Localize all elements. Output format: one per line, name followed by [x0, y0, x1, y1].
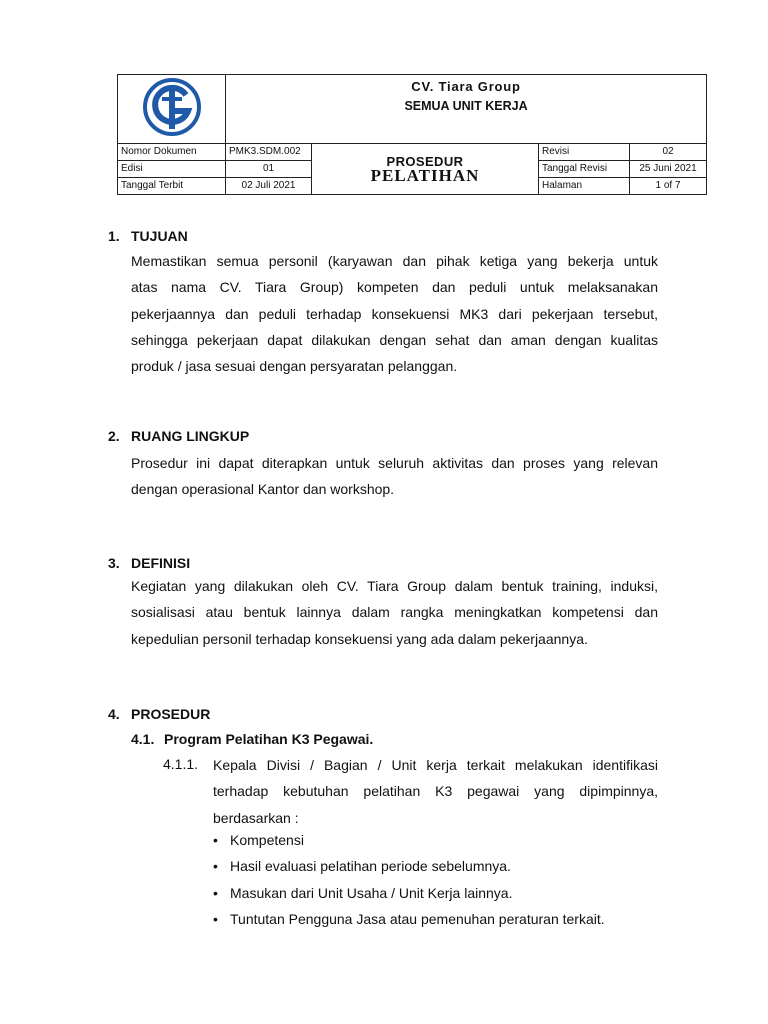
paragraph-line: Kegiatan yang dilakukan oleh CV. Tiara Group dalam bentuk training, induksi, [131, 578, 658, 594]
section-title: PROSEDUR [131, 706, 211, 722]
bullet-list [213, 827, 605, 932]
section-number: 4. [108, 706, 120, 722]
paragraph-line: sehingga pekerjaan dapat dilakukan dengan sehat dan aman dengan kualitas [131, 331, 658, 348]
paragraph-line: produk / jasa sesuai dengan persyaratan pelanggan. [131, 358, 458, 375]
meta-value: 1 of 7 [630, 178, 707, 195]
section-number: 3. [108, 555, 120, 571]
logo-cell [118, 75, 226, 144]
item-line: berdasarkan : [213, 809, 299, 826]
meta-value: 25 Juni 2021 [630, 161, 707, 178]
bullet-icon: • [213, 910, 218, 927]
section-title: RUANG LINGKUP [131, 428, 250, 444]
subsection-number: 4.1. [131, 731, 155, 747]
paragraph-line: Prosedur ini dapat diterapkan untuk seluruh aktivitas dan proses yang relevan [131, 455, 658, 471]
document-header [117, 74, 706, 190]
subsection-heading [131, 731, 373, 747]
list-item-text: Masukan dari Unit Usaha / Unit Kerja lainnya. [230, 884, 513, 901]
section-heading [108, 228, 188, 244]
bullet-icon: • [213, 884, 218, 901]
item-text [213, 752, 658, 831]
paragraph-line: Memastikan semua personil (karyawan dan pihak ketiga yang bekerja untuk [131, 253, 658, 269]
meta-value: 02 [630, 144, 707, 161]
list-item-text: Tuntutan Pengguna Jasa atau pemenuhan peraturan terkait. [230, 910, 605, 927]
meta-label: Nomor Dokumen [118, 144, 226, 161]
section-heading [108, 555, 190, 571]
list-item [213, 827, 605, 853]
meta-value: PMK3.SDM.002 [226, 144, 312, 161]
section-number: 2. [108, 428, 120, 444]
unit-name: SEMUA UNIT KERJA [404, 99, 528, 113]
section-title: TUJUAN [131, 228, 188, 244]
bullet-icon: • [213, 832, 218, 848]
meta-label: Tanggal Terbit [118, 178, 226, 195]
company-cell [226, 75, 707, 144]
section-heading [108, 428, 249, 444]
bullet-icon: • [213, 858, 218, 875]
list-item [213, 853, 605, 879]
paragraph-line: sosialisasi atau bentuk lainnya dalam rangka meningkatkan kompetensi dan [131, 604, 658, 621]
doc-title-cell [312, 144, 539, 195]
company-logo [142, 77, 202, 137]
paragraph-line: pekerjaannya dan peduli terhadap konsekuensi MK3 dari pekerjaan tersebut, [131, 305, 658, 322]
doc-title-line-2: PELATIHAN [370, 166, 480, 185]
meta-label: Revisi [539, 144, 630, 161]
meta-label: Edisi [118, 161, 226, 178]
section-number: 1. [108, 228, 120, 244]
item-line: terhadap kebutuhan pelatihan K3 pegawai yang dipimpinnya, [213, 783, 658, 800]
subsection-title: Program Pelatihan K3 Pegawai. [164, 731, 374, 747]
list-item [213, 880, 605, 906]
section-paragraph [131, 573, 658, 652]
company-name: CV. Tiara Group [411, 79, 521, 94]
paragraph-line: atas nama CV. Tiara Group) kompeten dan peduli untuk melaksanakan [131, 279, 658, 296]
meta-label: Halaman [539, 178, 630, 195]
paragraph-line: dengan operasional Kantor dan workshop. [131, 481, 395, 498]
doc-title-line-1: PROSEDUR [386, 154, 464, 169]
list-item-text: Kompetensi [230, 832, 304, 848]
paragraph-line: kepedulian personil terhadap konsekuensi yang ada dalam pekerjaannya. [131, 630, 588, 647]
section-paragraph [131, 248, 658, 379]
section-title: DEFINISI [131, 555, 191, 571]
item-line: Kepala Divisi / Bagian / Unit kerja terkait melakukan identifikasi [213, 757, 658, 773]
meta-value: 02 Juli 2021 [226, 178, 312, 195]
list-item [213, 906, 605, 932]
meta-value: 01 [226, 161, 312, 178]
section-paragraph [131, 450, 658, 503]
section-heading [108, 706, 210, 722]
item-number: 4.1.1. [163, 756, 199, 772]
list-item-text: Hasil evaluasi pelatihan periode sebelumnya. [230, 858, 511, 875]
meta-label: Tanggal Revisi [539, 161, 630, 178]
header-table [117, 74, 707, 195]
